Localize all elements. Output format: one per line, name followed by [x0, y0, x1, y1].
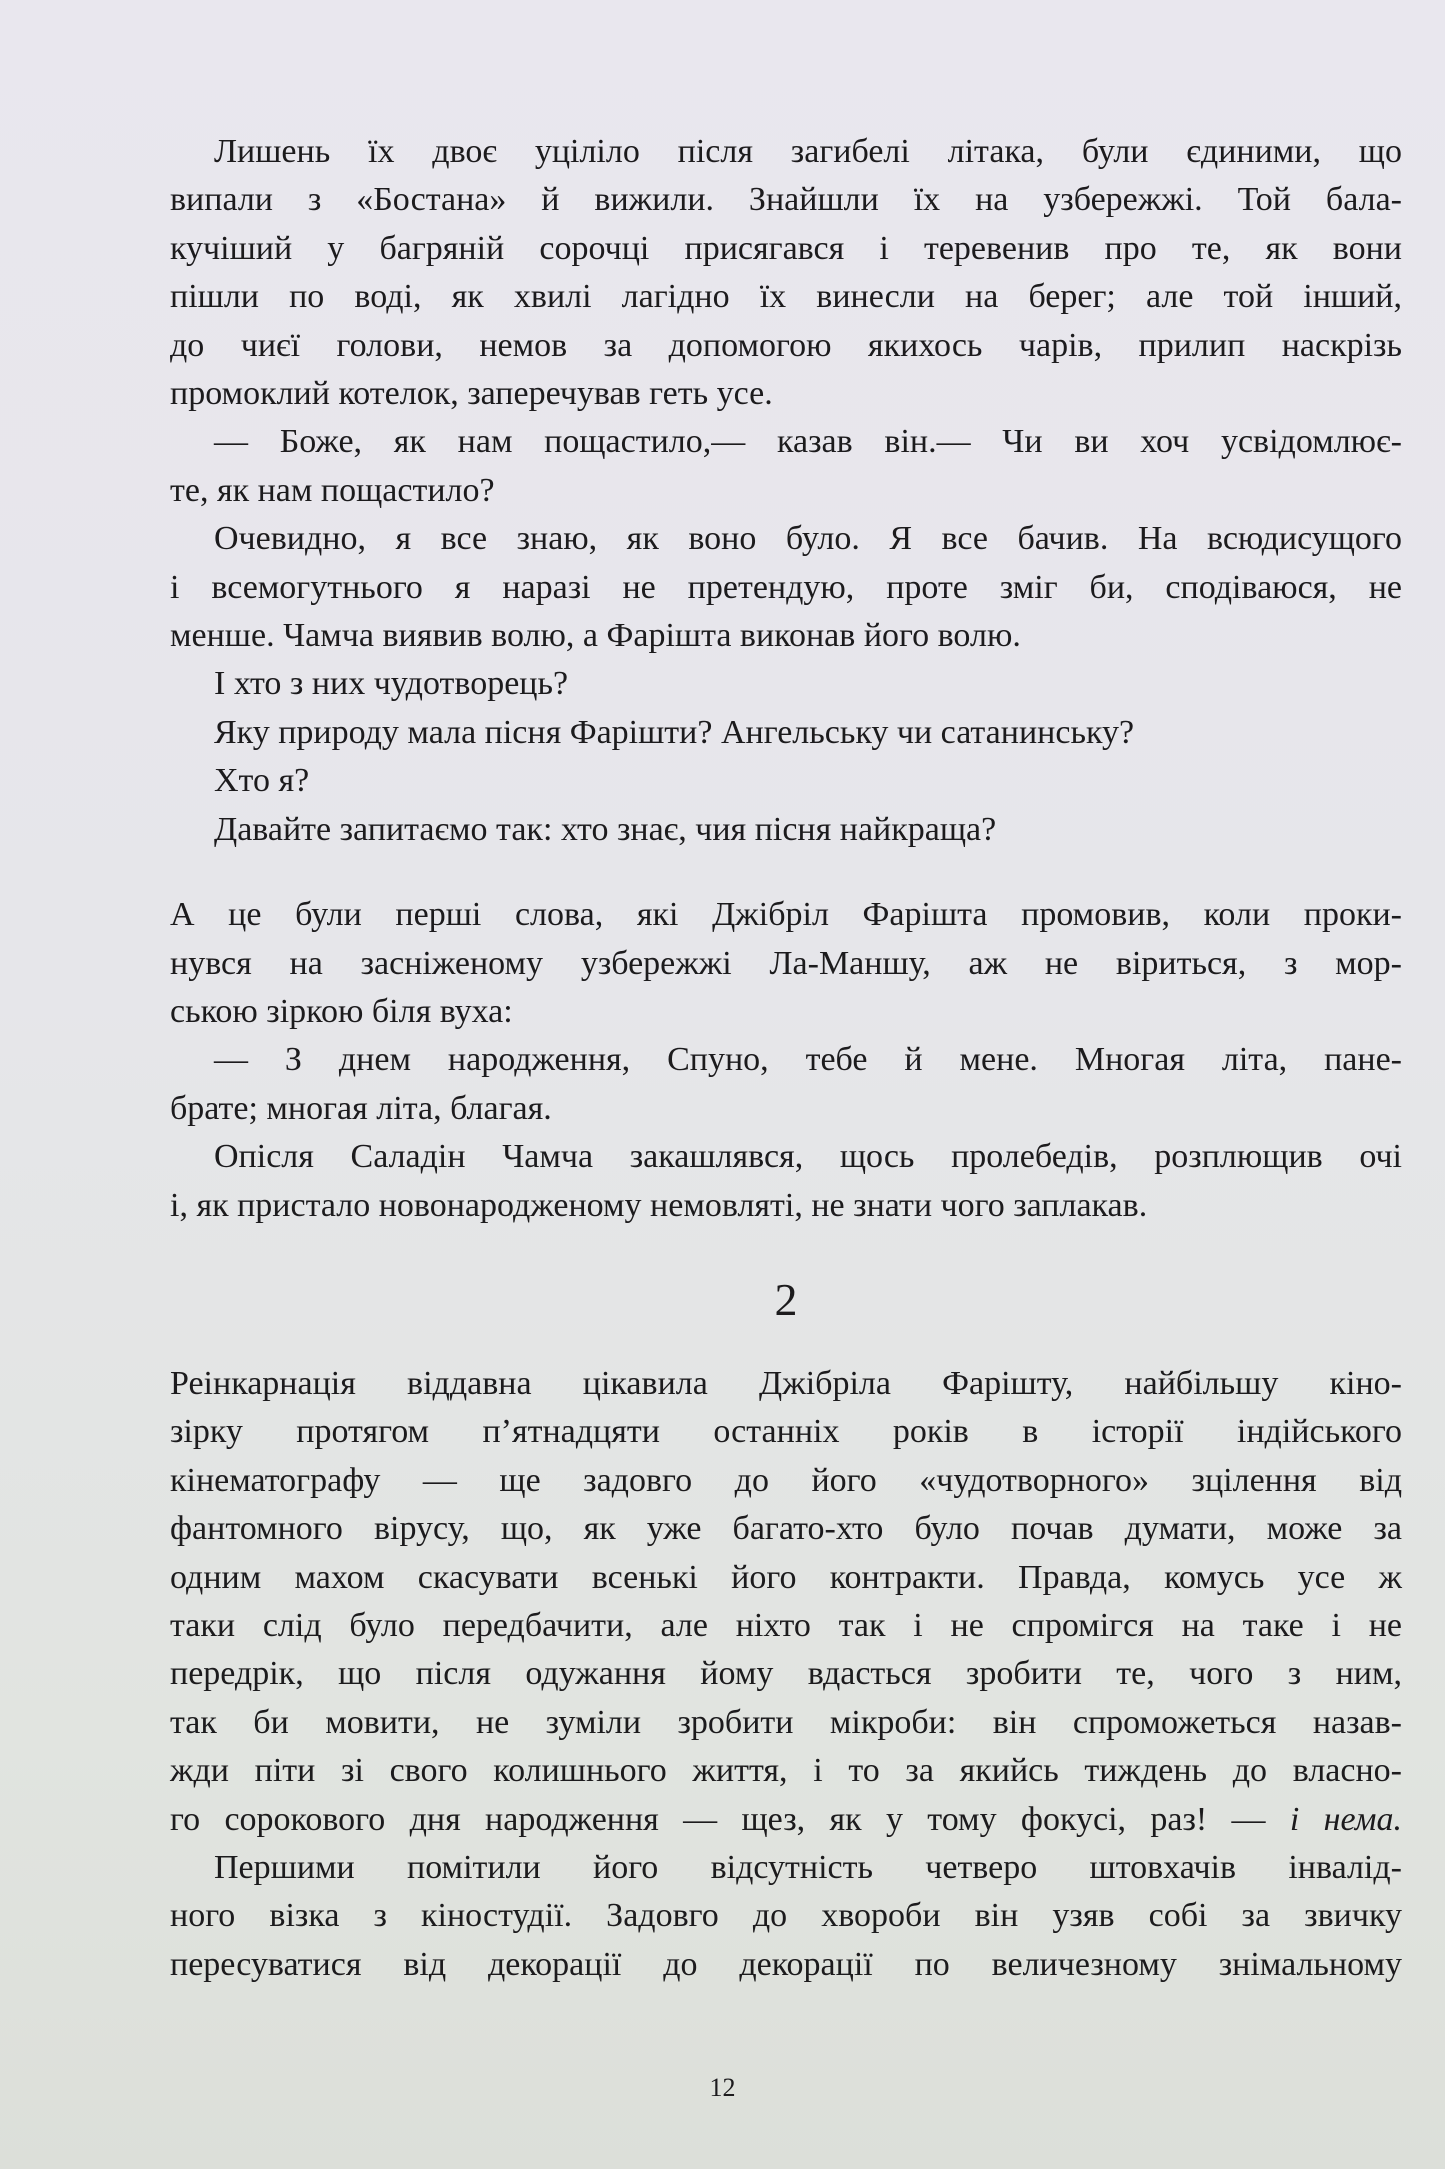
- text-line: Очевидно, я все знаю, як воно було. Я все бачив. На всюдисущого: [214, 520, 1402, 558]
- text-line: таки слід було передбачити, але ніхто так і не спромігся на таке і не: [170, 1606, 1402, 1644]
- paragraph-chamcha-cried: [170, 1133, 1402, 1230]
- book-page: [170, 128, 1402, 1989]
- paragraph-narrator: [170, 515, 1402, 660]
- page-number: 12: [709, 2073, 736, 2102]
- chapter-heading: 2: [774, 1273, 798, 1325]
- text-line: фантомного вірусу, що, як уже багато-хто було почав думати, може за: [170, 1510, 1402, 1548]
- text-line: Давайте запитаємо так: хто знає, чия пісня найкраща?: [214, 810, 997, 848]
- text-line: кучіший у багряній сорочці присягався і теревенив про те, як вони: [170, 229, 1402, 267]
- text-line: — Боже, як нам пощастило,— казав він.— Чи ви хоч усвідомлює-: [214, 423, 1402, 461]
- paragraph-question-miracle: [170, 660, 1402, 708]
- text-line: А це були перші слова, які Джібріл Фарішта промовив, коли проки-: [170, 896, 1402, 934]
- text-line: І хто з них чудотворець?: [214, 665, 569, 703]
- text-line: Лишень їх двоє уціліло після загибелі літака, були єдиними, що: [214, 133, 1402, 170]
- paragraph-absence-noticed: [170, 1844, 1402, 1989]
- text-body: [170, 128, 1402, 1989]
- paragraph-survivors: [170, 128, 1402, 418]
- paragraph-question-best-song: [170, 806, 1402, 854]
- text-line: так би мовити, не зуміли зробити мікроби: він спроможеться назав-: [170, 1703, 1402, 1741]
- paragraph-question-song: [170, 709, 1402, 757]
- text-fragment: го сорокового дня народження — щез, як у тому фокусі, раз! —: [170, 1800, 1290, 1838]
- text-line: передрік, що після одужання йому вдасться зробити те, чого з ним,: [170, 1655, 1402, 1693]
- text-line: ською зіркою біля вуха:: [170, 992, 513, 1030]
- text-line: жди піти зі свого колишнього життя, і то за якийсь тиждень до власно-: [170, 1752, 1402, 1790]
- paragraph-dialogue-birthday: [170, 1036, 1402, 1133]
- paragraph-reincarnation: [170, 1360, 1402, 1844]
- text-line: брате; многая літа, благая.: [170, 1089, 552, 1127]
- text-line: до чиєї голови, немов за допомогою якихось чарів, прилип наскрізь: [170, 326, 1402, 364]
- paragraph-dialogue-lucky: [170, 418, 1402, 515]
- text-line: одним махом скасувати всенькі його контракти. Правда, комусь усе ж: [170, 1558, 1402, 1596]
- text-line: нувся на засніженому узбережжі Ла-Маншу, аж не віриться, з мор-: [170, 944, 1402, 982]
- text-line: і, як пристало новонародженому немовляті, не знати чого заплакав.: [170, 1186, 1148, 1224]
- text-line: менше. Чамча виявив волю, а Фарішта виконав його волю.: [170, 617, 1021, 655]
- text-line: промоклий котелок, заперечував геть усе.: [170, 375, 773, 413]
- paragraph-question-who: [170, 757, 1402, 805]
- text-line: Яку природу мала пісня Фарішти? Ангельську чи сатанинську?: [214, 713, 1135, 751]
- text-line: зірку протягом п’ятнадцяти останніх років в історії індійського: [170, 1413, 1402, 1451]
- paragraph-first-words: [170, 891, 1402, 1036]
- text-line: ного візка з кіностудії. Задовго до хвороби він узяв собі за звичку: [170, 1897, 1402, 1935]
- text-line: і всемогутнього я наразі не претендую, проте зміг би, сподіваюся, не: [170, 568, 1402, 606]
- text-line: те, як нам пощастило?: [170, 471, 495, 509]
- text-line: Опісля Саладін Чамча закашлявся, щось пролебедів, розплющив очі: [214, 1138, 1402, 1176]
- text-line: — З днем народження, Спуно, тебе й мене. Многая літа, пане-: [214, 1041, 1402, 1079]
- text-line: Хто я?: [214, 762, 310, 800]
- text-line: Першими помітили його відсутність четверо штовхачів інвалід-: [214, 1849, 1402, 1886]
- text-line: випали з «Бостана» й вижили. Знайшли їх на узбережжі. Той бала-: [170, 181, 1402, 219]
- text-line: пересуватися від декорації до декорації по величезному знімальному: [170, 1945, 1402, 1983]
- italic-text: і нема.: [1289, 1800, 1402, 1838]
- text-line: кінематографу — ще задовго до його «чудотворного» зцілення від: [170, 1461, 1402, 1499]
- text-line: [170, 1796, 1402, 1844]
- text-line: пішли по воді, як хвилі лагідно їх винесли на берег; але той інший,: [170, 278, 1402, 316]
- text-line: Реінкарнація віддавна цікавила Джібріла Фарішту, найбільшу кіно-: [170, 1364, 1402, 1402]
